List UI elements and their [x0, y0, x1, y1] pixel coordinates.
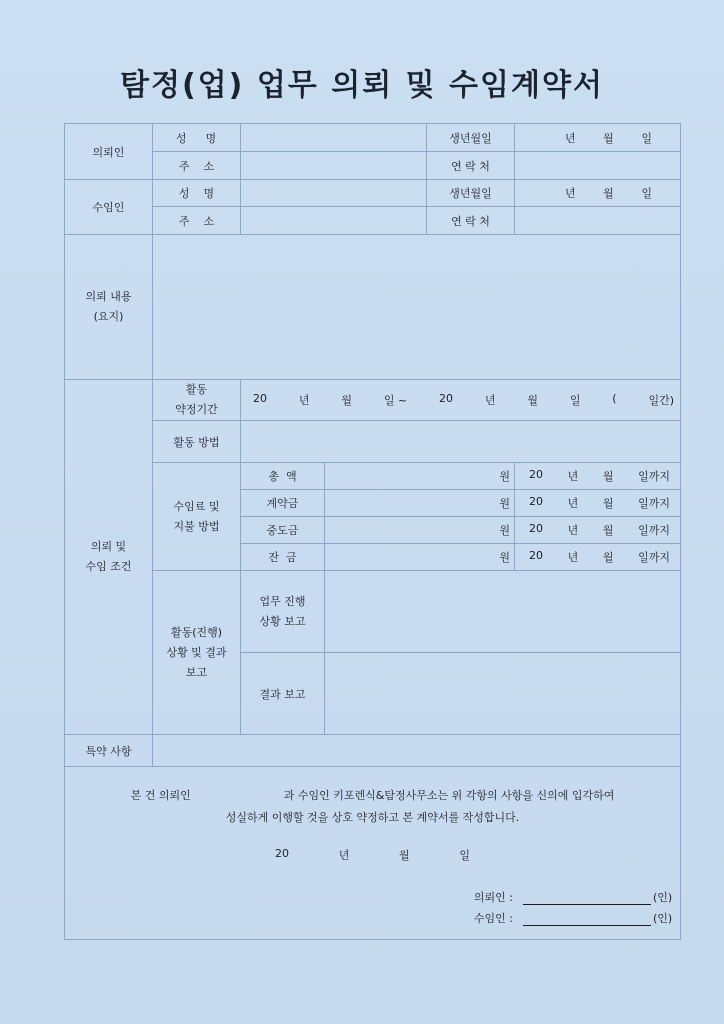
fee-amount-field[interactable] — [325, 517, 515, 544]
client-signature — [453, 889, 672, 905]
report-label-line1: 활동(진행) — [170, 625, 223, 639]
fee-won: 원 — [499, 470, 510, 483]
fee-year-unit: 년 — [567, 551, 579, 564]
conditions-label-line2: 수임 조건 — [85, 560, 132, 573]
client-dob-label: 생년월일 — [427, 124, 515, 152]
period-label — [153, 380, 241, 421]
agent-name-field[interactable] — [241, 180, 427, 207]
fee-day-unit: 일까지 — [638, 497, 670, 510]
fee-label-line2: 지불 방법 — [173, 519, 220, 533]
client-dob-year: 년 — [565, 131, 576, 145]
agent-address-field[interactable] — [241, 207, 427, 235]
special-terms-field[interactable] — [153, 735, 681, 767]
client-address-field[interactable] — [241, 152, 427, 180]
fee-date-field[interactable] — [515, 544, 681, 571]
fee-won: 원 — [499, 497, 510, 510]
agent-dob-label: 생년월일 — [427, 180, 515, 207]
period-field[interactable] — [241, 380, 681, 421]
fee-date-field[interactable] — [515, 517, 681, 544]
agent-signature — [453, 910, 672, 926]
fee-day-unit: 일까지 — [638, 551, 670, 564]
closing-line1 — [65, 785, 680, 807]
agent-contact-field[interactable] — [515, 207, 681, 235]
client-signature-line[interactable] — [523, 892, 651, 905]
fee-month-unit: 월 — [602, 497, 614, 510]
agent-dob-year: 년 — [565, 187, 576, 200]
agent-section-label: 수임인 — [65, 180, 153, 235]
fee-row-label: 계약금 — [241, 490, 325, 517]
progress-report-field[interactable] — [325, 571, 681, 653]
client-section-label: 의뢰인 — [65, 124, 153, 180]
agent-signature-line[interactable] — [523, 913, 651, 926]
client-dob-day: 일 — [641, 131, 652, 145]
agent-contact-label: 연 락 처 — [427, 207, 515, 235]
period-start-year: 20 — [253, 392, 267, 405]
closing-date-day-unit: 일 — [459, 849, 470, 862]
fee-amount-field[interactable] — [325, 463, 515, 490]
client-name-field[interactable] — [241, 124, 427, 152]
period-end-year-unit: 년 — [484, 394, 496, 407]
fee-row-label: 중도금 — [241, 517, 325, 544]
fee-won: 원 — [499, 524, 510, 537]
fee-year-unit: 년 — [567, 524, 579, 537]
period-open-paren: ( — [612, 392, 617, 405]
fee-month-unit: 월 — [602, 524, 614, 537]
result-report-field[interactable] — [325, 653, 681, 735]
client-seal: (인) — [653, 891, 673, 904]
progress-report-label — [241, 571, 325, 653]
client-signature-label: 의뢰인 : — [473, 891, 513, 904]
fee-row-label: 잔 금 — [241, 544, 325, 571]
request-label-line2: (요지) — [93, 310, 124, 323]
client-dob-field[interactable] — [515, 124, 681, 152]
client-name-label: 성 명 — [153, 124, 241, 152]
progress-report-label-line1: 업무 진행 — [259, 594, 306, 608]
period-label-line1: 활동 — [185, 383, 208, 396]
conditions-label-line1: 의뢰 및 — [90, 540, 127, 553]
agent-signature-label: 수임인 : — [473, 912, 513, 925]
fee-year-unit: 년 — [567, 470, 579, 483]
progress-report-label-line2: 상황 보고 — [259, 614, 306, 628]
client-contact-field[interactable] — [515, 152, 681, 180]
fee-month-unit: 월 — [602, 551, 614, 564]
agent-dob-day: 일 — [641, 187, 652, 200]
client-contact-label: 연 락 처 — [427, 152, 515, 180]
conditions-label — [65, 380, 153, 735]
closing-date[interactable] — [275, 847, 470, 863]
method-field[interactable] — [241, 421, 681, 463]
report-label-line3: 보고 — [185, 665, 208, 679]
fee-label-line1: 수임료 및 — [173, 499, 220, 513]
period-label-line2: 약정기간 — [175, 403, 218, 416]
fee-year-unit: 년 — [567, 497, 579, 510]
fee-day-unit: 일까지 — [638, 524, 670, 537]
request-content-field[interactable] — [153, 235, 681, 380]
fee-year: 20 — [529, 468, 543, 481]
agent-dob-field[interactable] — [515, 180, 681, 207]
client-dob-month: 월 — [603, 131, 614, 145]
client-address-label: 주 소 — [153, 152, 241, 180]
agent-seal: (인) — [653, 912, 673, 925]
period-days-unit: 일간) — [648, 394, 674, 407]
closing-date-year: 20 — [275, 847, 289, 860]
closing-line2: 성실하게 이행할 것을 상호 약정하고 본 계약서를 작성합니다. — [225, 811, 520, 824]
agent-name-label: 성 명 — [153, 180, 241, 207]
fee-date-field[interactable] — [515, 490, 681, 517]
closing-section — [65, 767, 681, 940]
period-start-day-unit: 일 ~ — [383, 394, 408, 407]
fee-row-label: 총 액 — [241, 463, 325, 490]
period-end-year: 20 — [439, 392, 453, 405]
fee-year: 20 — [529, 549, 543, 562]
method-label: 활동 방법 — [153, 421, 241, 463]
result-report-label: 결과 보고 — [241, 653, 325, 735]
fee-amount-field[interactable] — [325, 544, 515, 571]
closing-line1-part2: 과 수임인 키포렌식&탐정사무소는 위 각항의 사항을 신의에 입각하여 — [283, 789, 615, 802]
fee-won: 원 — [499, 551, 510, 564]
special-terms-label: 특약 사항 — [65, 735, 153, 767]
period-start-month-unit: 월 — [341, 394, 352, 407]
closing-date-month-unit: 월 — [399, 849, 410, 862]
closing-date-year-unit: 년 — [338, 849, 350, 862]
fee-amount-field[interactable] — [325, 490, 515, 517]
period-end-day-unit: 일 — [569, 394, 581, 407]
period-start-year-unit: 년 — [298, 394, 310, 407]
fee-year: 20 — [529, 522, 543, 535]
contract-form-table — [64, 123, 681, 940]
document-title: 탐정(업) 업무 의뢰 및 수임계약서 — [120, 68, 604, 103]
fee-date-field[interactable] — [515, 463, 681, 490]
report-label — [153, 571, 241, 735]
fee-year: 20 — [529, 495, 543, 508]
period-end-month-unit: 월 — [527, 394, 538, 407]
fee-month-unit: 월 — [602, 470, 614, 483]
report-label-line2: 상황 및 결과 — [166, 645, 227, 659]
agent-address-label: 주 소 — [153, 207, 241, 235]
request-label — [65, 235, 153, 380]
agent-dob-month: 월 — [603, 187, 614, 200]
fee-label — [153, 463, 241, 571]
request-label-line1: 의뢰 내용 — [85, 290, 132, 303]
closing-line1-part1: 본 건 의뢰인 — [130, 789, 191, 802]
fee-day-unit: 일까지 — [638, 470, 670, 483]
